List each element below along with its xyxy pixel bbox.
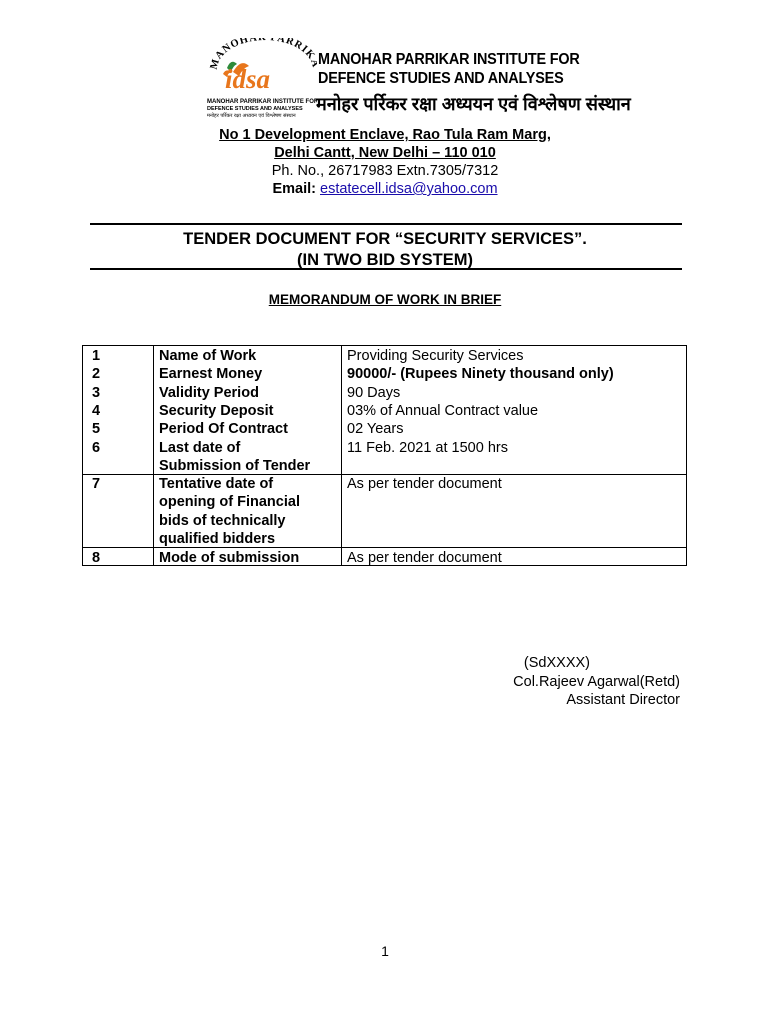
memorandum-heading: MEMORANDUM OF WORK IN BRIEF bbox=[268, 292, 502, 307]
signature-mark: (SdXXXX) bbox=[523, 655, 590, 671]
logo-sub-text-2: DEFENCE STUDIES AND ANALYSES bbox=[207, 106, 303, 112]
document-title: TENDER DOCUMENT FOR “SECURITY SERVICES”. bbox=[183, 230, 587, 248]
table-row-label: Validity Period bbox=[159, 384, 259, 401]
table-row-label: bids of technically bbox=[159, 512, 286, 529]
table-row-value: 90 Days bbox=[347, 384, 401, 401]
address-line1: No 1 Development Enclave, Rao Tula Ram Marg, bbox=[219, 127, 551, 143]
logo-sub-text-1: MANOHAR PARRIKAR INSTITUTE FOR bbox=[207, 99, 317, 105]
table-row-label: Mode of submission bbox=[159, 549, 300, 566]
table-column-divider bbox=[153, 346, 154, 565]
table-row-label: qualified bidders bbox=[159, 531, 276, 547]
email-label: Email: bbox=[272, 181, 316, 197]
logo-main-text: idsa bbox=[225, 64, 271, 94]
email-line bbox=[0, 180, 770, 199]
table-row-number: 3 bbox=[92, 384, 101, 401]
page-number: 1 bbox=[381, 943, 389, 959]
table-row-number: 8 bbox=[92, 549, 101, 566]
table-column-divider bbox=[341, 346, 342, 565]
title-bottom-rule bbox=[90, 268, 682, 270]
document-subtitle: (IN TWO BID SYSTEM) bbox=[297, 251, 473, 269]
institute-name-hindi: मनोहर पर्रिकर रक्षा अध्ययन एवं विश्लेषण संस्थान bbox=[316, 94, 631, 114]
logo-arc-text: MANOHA PARRIK bbox=[208, 38, 317, 71]
table-row-label: Period Of Contract bbox=[159, 421, 288, 438]
table-row-label: Last date of bbox=[159, 439, 241, 456]
table-row-label: Earnest Money bbox=[159, 366, 263, 383]
table-row-label: Name of Work bbox=[159, 348, 257, 364]
institute-name-line1: MANOHAR PARRIKAR INSTITUTE FOR bbox=[318, 51, 580, 68]
table-row-label: opening of Financial bbox=[159, 494, 300, 511]
table-row-value: Providing Security Services bbox=[347, 348, 524, 364]
table-row-label: Tentative date of bbox=[159, 476, 274, 493]
table-row-number: 7 bbox=[92, 476, 101, 493]
table-row-number: 4 bbox=[92, 402, 101, 419]
table-row-value: As per tender document bbox=[347, 476, 502, 493]
idsa-logo bbox=[205, 38, 317, 120]
table-row-number: 6 bbox=[92, 439, 101, 456]
signatory-name: Col.Rajeev Agarwal(Retd) bbox=[513, 674, 680, 690]
table-row-value: 90000/- (Rupees Ninety thousand only) bbox=[347, 366, 614, 383]
title-top-rule bbox=[90, 223, 682, 225]
institute-name-line2: DEFENCE STUDIES AND ANALYSES bbox=[318, 70, 564, 87]
table-row-number: 1 bbox=[92, 348, 101, 364]
phone-number: Ph. No., 26717983 Extn.7305/7312 bbox=[271, 163, 499, 179]
table-row-label: Security Deposit bbox=[159, 402, 274, 419]
table-row-value: 02 Years bbox=[347, 421, 404, 438]
table-row-label: Submission of Tender bbox=[159, 457, 311, 474]
table-row-number: 2 bbox=[92, 366, 101, 383]
signatory-designation: Assistant Director bbox=[566, 692, 680, 708]
table-row-value: As per tender document bbox=[347, 549, 502, 566]
logo-sub-text-3: मनोहर पर्रिकर रक्षा अध्ययन एवं विश्लेषण संस्थान bbox=[207, 113, 296, 119]
address-line2: Delhi Cantt, New Delhi – 110 010 bbox=[274, 145, 496, 161]
table-row-number: 5 bbox=[92, 421, 101, 438]
table-row-value: 11 Feb. 2021 at 1500 hrs bbox=[347, 439, 508, 456]
work-brief-table bbox=[82, 345, 687, 566]
table-row-value: 03% of Annual Contract value bbox=[347, 402, 539, 419]
email-link[interactable]: estatecell.idsa@yahoo.com bbox=[320, 181, 498, 197]
